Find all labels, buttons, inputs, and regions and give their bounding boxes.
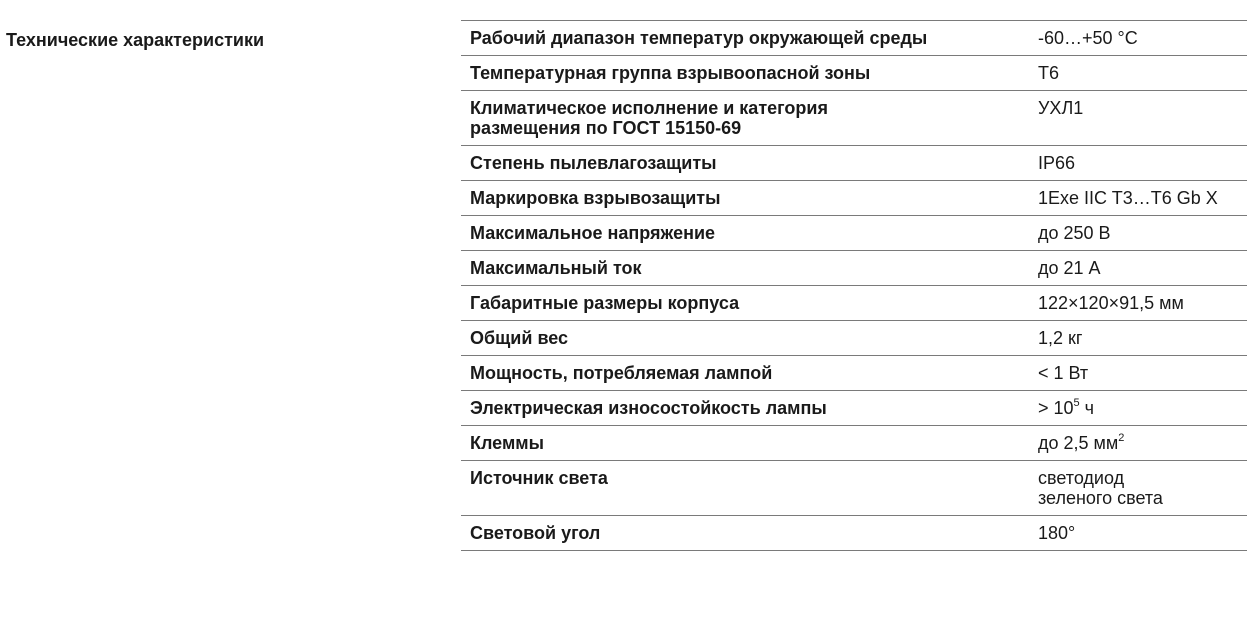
table-row bbox=[461, 216, 1247, 251]
spec-value bbox=[1038, 426, 1247, 461]
table-row bbox=[461, 356, 1247, 391]
spec-value-base: до 2,5 мм bbox=[1038, 433, 1119, 453]
spec-value: < 1 Вт bbox=[1038, 363, 1089, 383]
spec-value: 122×120×91,5 мм bbox=[1038, 293, 1184, 313]
table-row bbox=[461, 21, 1247, 56]
spec-param: Максимальный ток bbox=[470, 258, 642, 278]
table-row bbox=[461, 251, 1247, 286]
table-row bbox=[461, 181, 1247, 216]
spec-value: до 250 В bbox=[1038, 223, 1111, 243]
table-row bbox=[461, 391, 1247, 426]
spec-table bbox=[461, 20, 1247, 551]
spec-param: Степень пылевлагозащиты bbox=[470, 153, 717, 173]
spec-value-superscript: 5 bbox=[1073, 397, 1080, 409]
spec-value: Т6 bbox=[1038, 63, 1060, 83]
spec-param: Температурная группа взрывоопасной зоны bbox=[470, 63, 871, 83]
table-row bbox=[461, 461, 1247, 516]
spec-value: 180° bbox=[1038, 523, 1076, 543]
spec-param: Рабочий диапазон температур окружающей среды bbox=[470, 28, 928, 48]
spec-param: Мощность, потребляемая лампой bbox=[470, 363, 773, 383]
table-row bbox=[461, 146, 1247, 181]
table-row bbox=[461, 91, 1247, 146]
spec-param bbox=[461, 91, 1038, 146]
table-row bbox=[461, 321, 1247, 356]
spec-value bbox=[1038, 461, 1247, 516]
spec-value-superscript: 2 bbox=[1118, 432, 1125, 444]
spec-param: Клеммы bbox=[470, 433, 544, 453]
table-row bbox=[461, 426, 1247, 461]
spec-value-text: светодиод зеленого света bbox=[1038, 468, 1163, 508]
spec-param-text: Климатическое исполнение и категория размещения по ГОСТ 15150-69 bbox=[470, 98, 828, 138]
spec-param: Источник света bbox=[470, 468, 608, 488]
spec-param: Общий вес bbox=[470, 328, 569, 348]
spec-param: Маркировка взрывозащиты bbox=[470, 188, 721, 208]
spec-value: -60…+50 °С bbox=[1038, 28, 1138, 48]
spec-value-base: > 10 bbox=[1038, 398, 1074, 418]
spec-value: УХЛ1 bbox=[1038, 98, 1084, 118]
spec-value bbox=[1038, 391, 1247, 426]
spec-param: Максимальное напряжение bbox=[470, 223, 716, 243]
spec-value: до 21 А bbox=[1038, 258, 1101, 278]
spec-value-unit: ч bbox=[1079, 398, 1095, 418]
table-row bbox=[461, 286, 1247, 321]
spec-param: Габаритные размеры корпуса bbox=[470, 293, 740, 313]
spec-param: Электрическая износостойкость лампы bbox=[470, 398, 827, 418]
spec-param: Световой угол bbox=[470, 523, 601, 543]
spec-value: 1Exe IIC T3…T6 Gb X bbox=[1038, 188, 1218, 208]
table-row bbox=[461, 516, 1247, 551]
spec-value: IP66 bbox=[1038, 153, 1076, 173]
table-row bbox=[461, 56, 1247, 91]
section-title: Технические характеристики bbox=[6, 30, 265, 50]
spec-value: 1,2 кг bbox=[1038, 328, 1083, 348]
